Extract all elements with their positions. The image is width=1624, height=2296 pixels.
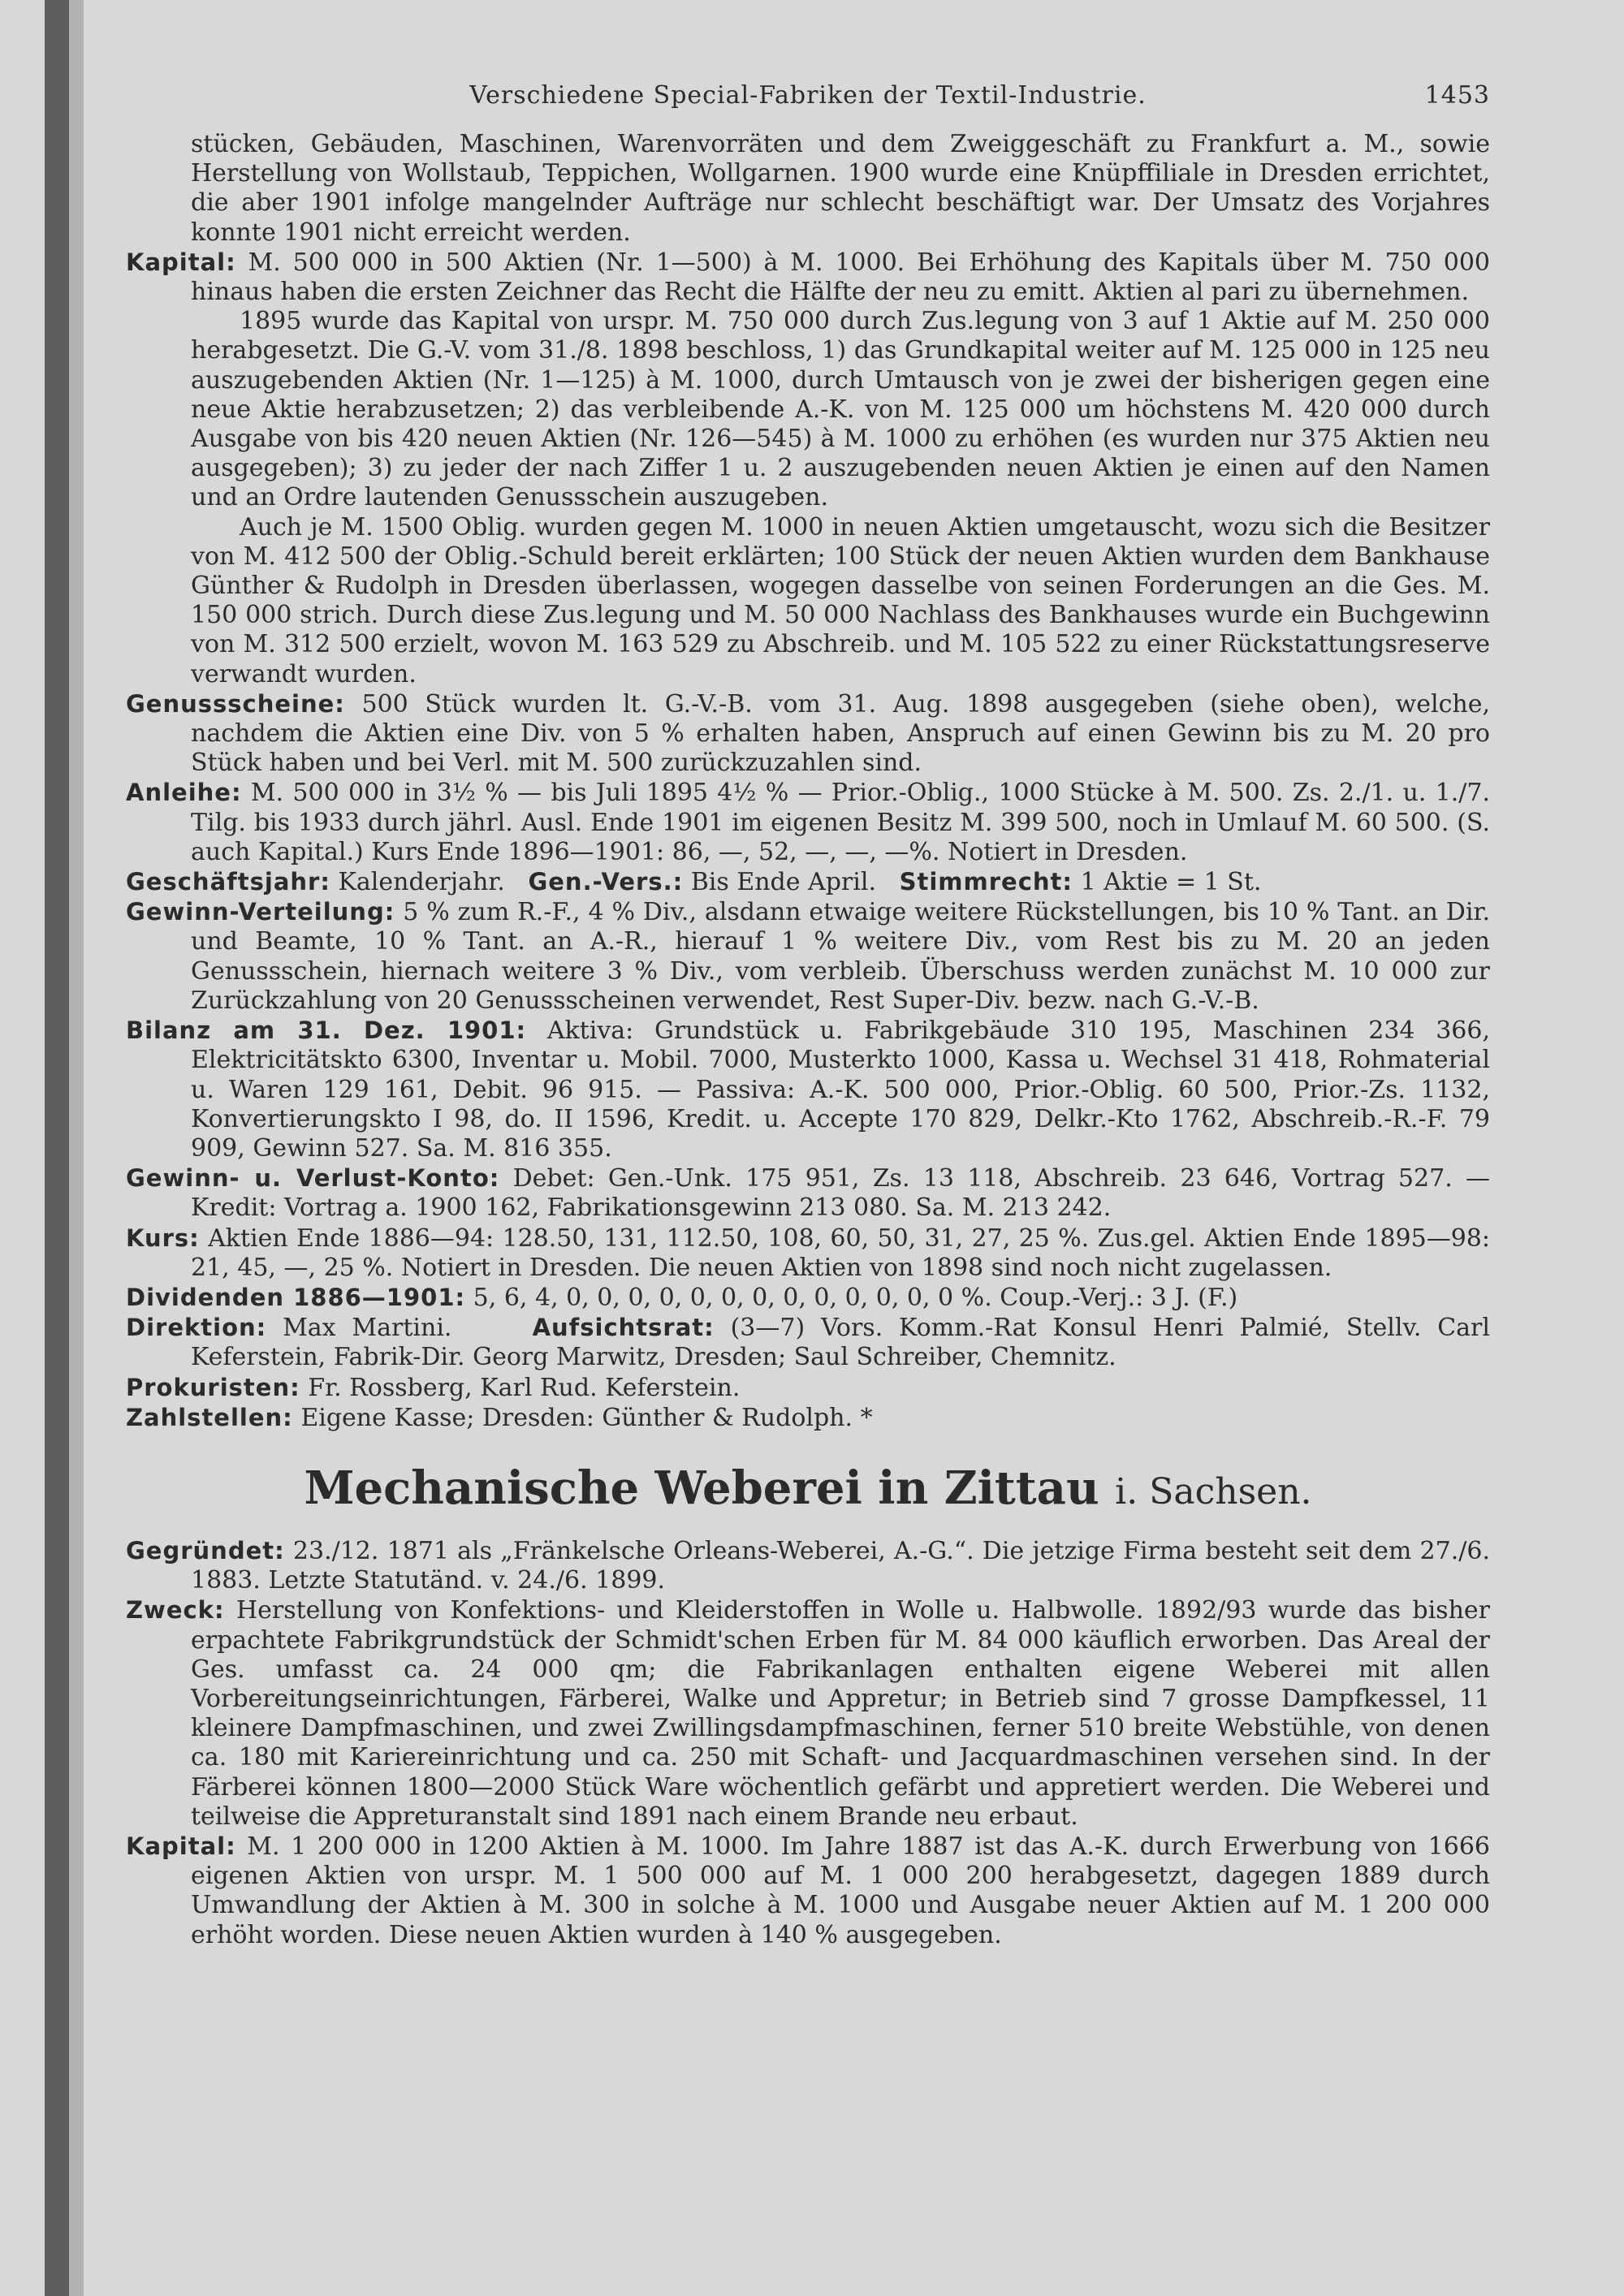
document-page xyxy=(126,81,1490,1950)
label-genussscheine: Genussscheine: xyxy=(126,689,345,718)
text-kapital: M. 500 000 in 500 Aktien (Nr. 1—500) à M. 1000. Bei Erhöhung des Kapitals über M. 750 000 hinaus haben die ersten Zeichner das Recht die Hälfte der neu zu emitt. Aktien al pari zu übernehmen. xyxy=(191,248,1490,307)
entry-zahlstellen xyxy=(126,1403,1490,1433)
kapital-paragraph-2: 1895 wurde das Kapital von urspr. M. 750 000 durch Zus.legung von 3 auf 1 Aktie auf M. 250 000 herabgesetzt. Die G.-V. vom 31./8. 1898 beschloss, 1) das Grundkapital weiter auf M. 125 000 in 125 neu auszugebenden Aktien (Nr. 1—125) à M. 1000, durch Umtausch von je zwei der bisherigen gegen eine neue Aktie herabzusetzen; 2) das verbleibende A.-K. von M. 125 000 um höchstens M. 420 000 durch Ausgabe von bis 420 neuen Aktien (Nr. 126—545) à M. 1000 zu erhöhen (es wurden nur 375 Aktien neu ausgegeben); 3) zu jeder der nach Ziffer 1 u. 2 auszugebenden neuen Aktien je einen auf den Namen und an Ordre lautenden Genussschein auszugeben. xyxy=(191,307,1490,512)
entry-zweck xyxy=(126,1595,1490,1832)
label-direktion: Direktion: xyxy=(126,1314,267,1342)
entry-prokuristen xyxy=(126,1373,1490,1403)
text-prokuristen: Fr. Rossberg, Karl Rud. Keferstein. xyxy=(308,1373,741,1402)
kapital-paragraph-3: Auch je M. 1500 Oblig. wurden gegen M. 1000 in neuen Aktien umgetauscht, wozu sich die Besitzer von M. 412 500 der Oblig.-Schuld bereit erklärten; 100 Stück der neuen Aktien wurden dem Bankhause Günther & Rudolph in Dresden überlassen, wogegen dasselbe von seinen Forderungen an die Ges. M. 150 000 strich. Durch diese Zus.legung und M. 50 000 Nachlass des Bankhauses wurde ein Buchgewinn von M. 312 500 erzielt, wovon M. 163 529 zu Abschreib. und M. 105 522 zu einer Rückstattungsreserve verwandt wurden. xyxy=(191,512,1490,688)
company-name: Mechanische Weberei in Zittau xyxy=(304,1461,1099,1515)
label-gegruendet: Gegründet: xyxy=(126,1536,285,1564)
running-header xyxy=(126,81,1490,130)
text-geschaeftsjahr: Kalenderjahr. xyxy=(338,868,505,897)
text-gegruendet: 23./12. 1871 als „Fränkelsche Orleans-Weberei, A.-G.“. Die jetzige Firma besteht seit dem 27./6. 1883. Letzte Statutänd. v. 24./6. 1899. xyxy=(191,1536,1490,1595)
label-bilanz: Bilanz am 31. Dez. 1901: xyxy=(126,1016,527,1045)
entry-kapital-2 xyxy=(126,1832,1490,1950)
text-stimmrecht: 1 Aktie = 1 St. xyxy=(1080,868,1262,897)
text-kapital-2: M. 1 200 000 in 1200 Aktien à M. 1000. Im Jahre 1887 ist das A.-K. durch Erwerbung von 1666 eigenen Aktien von urspr. M. 1 500 000 auf M. 1 000 200 herabgesetzt, dagegen 1889 durch Umwandlung der Aktien à M. 300 in solche à M. 1000 und Ausgabe neuer Aktien auf M. 1 200 000 erhöht worden. Diese neuen Aktien wurden à 140 % ausgegeben. xyxy=(191,1832,1490,1949)
text-bilanz: Aktiva: Grundstück u. Fabrikgebäude 310 195, Maschinen 234 366, Elektricitätskto 6300, Inventar u. Mobil. 7000, Musterkto 1000, Kassa u. Wechsel 31 418, Rohmaterial u. Waren 129 161, Debit. 96 915. — Passiva: A.-K. 500 000, Prior.-Oblig. 60 500, Prior.-Zs. 1132, Konvertierungskto I 98, do. II 1596, Kredit. u. Accepte 170 829, Delkr.-Kto 1762, Abschreib.-R.-F. 79 909, Gewinn 527. Sa. M. 816 355. xyxy=(191,1016,1490,1163)
text-dividenden: 5, 6, 4, 0, 0, 0, 0, 0, 0, 0, 0, 0, 0, 0, 0, 0 %. Coup.-Verj.: 3 J. (F.) xyxy=(473,1283,1238,1312)
entry-kurs xyxy=(126,1224,1490,1283)
label-gen-vers: Gen.-Vers.: xyxy=(528,868,684,896)
entry-geschaeftsjahr xyxy=(126,867,1490,897)
text-gewinn-verteilung: 5 % zum R.-F., 4 % Div., alsdann etwaige weitere Rückstellungen, bis 10 % Tant. an Dir. und Beamte, 10 % Tant. an A.-R., hierauf 1 % weitere Div., vom Rest bis zu M. 20 an jeden Genussschein, hiernach weitere 3 % Div., vom verbleib. Überschuss werden zunächst M. 10 000 zur Zurückzahlung von 20 Genussscheinen verwendet, Rest Super-Div. bezw. nach G.-V.-B. xyxy=(191,898,1490,1015)
book-spine-edge xyxy=(69,0,84,2296)
text-gewinn-verlust: Debet: Gen.-Unk. 175 951, Zs. 13 118, Abschreib. 23 646, Vortrag 527. — Kredit: Vortrag a. 1900 162, Fabrikationsgewinn 213 080. Sa. M. 213 242. xyxy=(191,1164,1490,1223)
running-title: Verschiedene Special-Fabriken der Textil-Industrie. xyxy=(469,81,1147,110)
entry-gewinn-verlust xyxy=(126,1163,1490,1223)
text-zweck: Herstellung von Konfektions- und Kleiderstoffen in Wolle u. Halbwolle. 1892/93 wurde das bisher erpachtete Fabrikgrundstück der Schmidt'schen Erben für M. 84 000 käuflich erworben. Das Areal der Ges. umfasst ca. 24 000 qm; die Fabrikanlagen enthalten eigene Weberei mit allen Vorbereitungseinrichtungen, Färberei, Walke und Appretur; in Betrieb sind 7 grosse Dampfkessel, 11 kleinere Dampfmaschinen, und zwei Zwillingsdampfmaschinen, ferner 510 breite Webstühle, von denen ca. 180 mit Kariereinrichtung und ca. 250 mit Schaft- und Jacquardmaschinen versehen sind. In der Färberei können 1800—2000 Stück Ware wöchentlich gefärbt und appretiert werden. Die Weberei und teilweise die Appreturanstalt sind 1891 nach einem Brande neu erbaut. xyxy=(191,1596,1490,1831)
entry-direktion xyxy=(126,1313,1490,1372)
entry-dividenden xyxy=(126,1283,1490,1313)
company-title xyxy=(126,1461,1490,1517)
entry-kapital xyxy=(126,248,1490,307)
label-dividenden: Dividenden 1886—1901: xyxy=(126,1283,466,1311)
label-gewinn-verlust: Gewinn- u. Verlust-Konto: xyxy=(126,1164,500,1193)
label-geschaeftsjahr: Geschäftsjahr: xyxy=(126,868,330,896)
entry-anleihe xyxy=(126,778,1490,867)
label-stimmrecht: Stimmrecht: xyxy=(899,868,1073,896)
text-anleihe: M. 500 000 in 3½ % — bis Juli 1895 4½ % — Prior.-Oblig., 1000 Stücke à M. 500. Zs. 2./1. u. 1./7. Tilg. bis 1933 durch jährl. Ausl. Ende 1901 im eigenen Besitz M. 399 500, noch in Umlauf M. 60 500. (S. auch Kapital.) Kurs Ende 1896—1901: 86, —, 52, —, —, —%. Notiert in Dresden. xyxy=(191,779,1491,866)
text-gen-vers: Bis Ende April. xyxy=(690,868,876,897)
label-zahlstellen: Zahlstellen: xyxy=(126,1403,293,1431)
label-kurs: Kurs: xyxy=(126,1224,200,1252)
intro-paragraph: stücken, Gebäuden, Maschinen, Warenvorräten und dem Zweiggeschäft zu Frankfurt a. M., sowie Herstellung von Wollstaub, Teppichen, Wollgarnen. 1900 wurde eine Knüpffiliale in Dresden errichtet, die aber 1901 infolge mangelnder Aufträge nur schlecht beschäftigt war. Der Umsatz des Vorjahres konnte 1901 nicht erreicht werden. xyxy=(191,130,1490,247)
label-prokuristen: Prokuristen: xyxy=(126,1373,300,1401)
entry-gegruendet xyxy=(126,1536,1490,1595)
book-spine-shadow xyxy=(45,0,69,2296)
text-aufsichtsrat: (3—7) Vors. Komm.-Rat Konsul Henri Palmié, Stellv. Carl Keferstein, Fabrik-Dir. Georg Marwitz, Dresden; Saul Schreiber, Chemnitz. xyxy=(191,1314,1490,1372)
label-kapital: Kapital: xyxy=(126,248,236,276)
entry-gewinn-verteilung xyxy=(126,897,1490,1016)
text-kurs: Aktien Ende 1886—94: 128.50, 131, 112.50, 108, 60, 50, 31, 27, 25 %. Zus.gel. Aktien Ende 1895—98: 21, 45, —, 25 %. Notiert in Dresden. Die neuen Aktien von 1898 sind noch nicht zugelassen. xyxy=(191,1224,1490,1282)
company-place: i. Sachsen. xyxy=(1115,1470,1312,1513)
entry-bilanz xyxy=(126,1016,1490,1163)
text-zahlstellen: Eigene Kasse; Dresden: Günther & Rudolph. * xyxy=(300,1403,873,1432)
text-direktion: Max Martini. xyxy=(283,1314,452,1343)
page-number: 1453 xyxy=(1424,81,1490,110)
label-aufsichtsrat: Aufsichtsrat: xyxy=(532,1314,715,1342)
label-kapital-2: Kapital: xyxy=(126,1832,236,1860)
text-genussscheine: 500 Stück wurden lt. G.-V.-B. vom 31. Aug. 1898 ausgegeben (siehe oben), welche, nachdem die Aktien eine Div. von 5 % erhalten haben, Anspruch auf einen Gewinn bis zu M. 20 pro Stück haben und bei Verl. mit M. 500 zurückzuzahlen sind. xyxy=(191,689,1490,778)
label-zweck: Zweck: xyxy=(126,1596,225,1625)
label-anleihe: Anleihe: xyxy=(126,779,242,807)
label-gewinn-verteilung: Gewinn-Verteilung: xyxy=(126,898,395,926)
entry-genussscheine xyxy=(126,689,1490,779)
